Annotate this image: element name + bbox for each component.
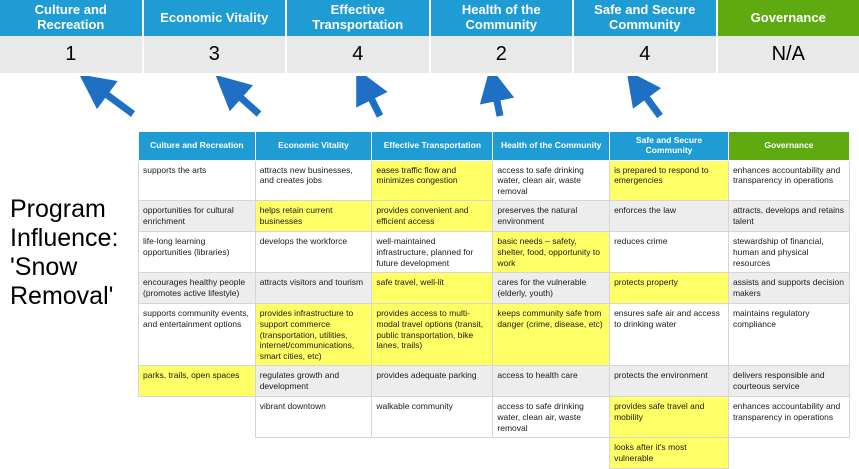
- matrix-cell: delivers responsible and courteous service: [728, 366, 849, 397]
- matrix-cell: ensures safe air and access to drinking water: [610, 304, 729, 366]
- matrix-row: [139, 201, 850, 232]
- matrix-cell: [372, 438, 493, 469]
- matrix-cell: [728, 438, 849, 469]
- matrix-cell: access to health care: [493, 366, 610, 397]
- matrix-cell: supports community events, and entertainment options: [139, 304, 256, 366]
- matrix-cell: maintains regulatory compliance: [728, 304, 849, 366]
- score-governance: N/A: [718, 36, 859, 73]
- matrix-cell: life-long learning opportunities (libraries): [139, 232, 256, 273]
- score-culture-and-recreation: 1: [0, 36, 144, 73]
- matrix-row: [139, 366, 850, 397]
- matrix-cell: enhances accountability and transparency in operations: [728, 397, 849, 438]
- matrix-cell: safe travel, well-lit: [372, 273, 493, 304]
- top-header-economic-vitality: Economic Vitality: [144, 0, 288, 36]
- top-header-culture-and-recreation: Culture and Recreation: [0, 0, 144, 36]
- matrix-header-economic-vitality: Economic Vitality: [255, 132, 372, 161]
- matrix-cell: [139, 438, 256, 469]
- matrix-cell: cares for the vulnerable (elderly, youth): [493, 273, 610, 304]
- matrix-cell: regulates growth and development: [255, 366, 372, 397]
- score-economic-vitality: 3: [144, 36, 288, 73]
- arrow-economic-vitality: [230, 88, 259, 114]
- matrix-cell: protects property: [610, 273, 729, 304]
- program-influence-line-1: Program: [10, 195, 135, 224]
- matrix-header-culture-and-recreation: Culture and Recreation: [139, 132, 256, 161]
- matrix-cell: preserves the natural environment: [493, 201, 610, 232]
- matrix-cell: walkable community: [372, 397, 493, 438]
- matrix-cell: reduces crime: [610, 232, 729, 273]
- arrow-culture-and-recreation: [95, 86, 133, 114]
- program-influence-line-4: Removal': [10, 282, 135, 311]
- matrix-cell: provides access to multi-modal travel options (transit, public transportation, bike lanes, trails): [372, 304, 493, 366]
- matrix-row: [139, 438, 850, 469]
- top-header-safe-and-secure-community: Safe and Secure Community: [574, 0, 718, 36]
- matrix-header-governance: Governance: [728, 132, 849, 161]
- matrix-cell: access to safe drinking water, clean air, waste removal: [493, 397, 610, 438]
- matrix-row: [139, 232, 850, 273]
- matrix-cell: attracts new businesses, and creates jobs: [255, 160, 372, 201]
- arrow-health-of-the-community: [494, 86, 500, 116]
- arrow-effective-transportation: [365, 86, 380, 116]
- score-row: [0, 36, 859, 76]
- arrow-layer: [0, 76, 859, 134]
- matrix-cell: provides adequate parking: [372, 366, 493, 397]
- matrix-cell: provides safe travel and mobility: [610, 397, 729, 438]
- matrix-cell: [139, 397, 256, 438]
- matrix-cell: looks after it's most vulnerable: [610, 438, 729, 469]
- matrix-header-effective-transportation: Effective Transportation: [372, 132, 493, 161]
- matrix-cell: well-maintained infrastructure, planned for future development: [372, 232, 493, 273]
- matrix-cell: eases traffic flow and minimizes congestion: [372, 160, 493, 201]
- matrix-cell: develops the workforce: [255, 232, 372, 273]
- matrix-row: [139, 304, 850, 366]
- matrix-cell: vibrant downtown: [255, 397, 372, 438]
- matrix-row: [139, 397, 850, 438]
- matrix-cell: stewardship of financial, human and physical resources: [728, 232, 849, 273]
- matrix-cell: keeps community safe from danger (crime, disease, etc): [493, 304, 610, 366]
- matrix-header-health-of-the-community: Health of the Community: [493, 132, 610, 161]
- matrix-cell: basic needs – safety, shelter, food, opportunity to work: [493, 232, 610, 273]
- score-health-of-the-community: 2: [431, 36, 575, 73]
- top-header-effective-transportation: Effective Transportation: [287, 0, 431, 36]
- matrix-cell: [255, 438, 372, 469]
- matrix-cell: is prepared to respond to emergencies: [610, 160, 729, 201]
- matrix-cell: attracts, develops and retains talent: [728, 201, 849, 232]
- matrix-cell: access to safe drinking water, clean air, waste removal: [493, 160, 610, 201]
- outcomes-matrix: [138, 131, 850, 469]
- matrix-cell: helps retain current businesses: [255, 201, 372, 232]
- top-header-band: [0, 0, 859, 36]
- matrix-cell: assists and supports decision makers: [728, 273, 849, 304]
- matrix-body: [139, 160, 850, 469]
- top-header-governance: Governance: [718, 0, 859, 36]
- program-influence-label: [10, 195, 135, 311]
- matrix-cell: enforces the law: [610, 201, 729, 232]
- matrix-cell: protects the environment: [610, 366, 729, 397]
- matrix-row: [139, 160, 850, 201]
- matrix-header-row: [139, 132, 850, 161]
- matrix-cell: enhances accountability and transparency in operations: [728, 160, 849, 201]
- matrix-row: [139, 273, 850, 304]
- matrix-cell: provides infrastructure to support commerce (transportation, utilities, internet/communications, smart cities, etc): [255, 304, 372, 366]
- matrix-cell: provides convenient and efficient access: [372, 201, 493, 232]
- score-effective-transportation: 4: [287, 36, 431, 73]
- score-safe-and-secure-community: 4: [574, 36, 718, 73]
- program-influence-line-2: Influence:: [10, 224, 135, 253]
- matrix-cell: encourages healthy people (promotes active lifestyle): [139, 273, 256, 304]
- top-header-health-of-the-community: Health of the Community: [431, 0, 575, 36]
- matrix-cell: [493, 438, 610, 469]
- matrix-header-safe-and-secure-community: Safe and Secure Community: [610, 132, 729, 161]
- matrix-cell: parks, trails, open spaces: [139, 366, 256, 397]
- matrix-cell: supports the arts: [139, 160, 256, 201]
- matrix-cell: attracts visitors and tourism: [255, 273, 372, 304]
- arrow-safe-and-secure-community: [638, 86, 660, 116]
- program-influence-line-3: 'Snow: [10, 253, 135, 282]
- matrix-cell: opportunities for cultural enrichment: [139, 201, 256, 232]
